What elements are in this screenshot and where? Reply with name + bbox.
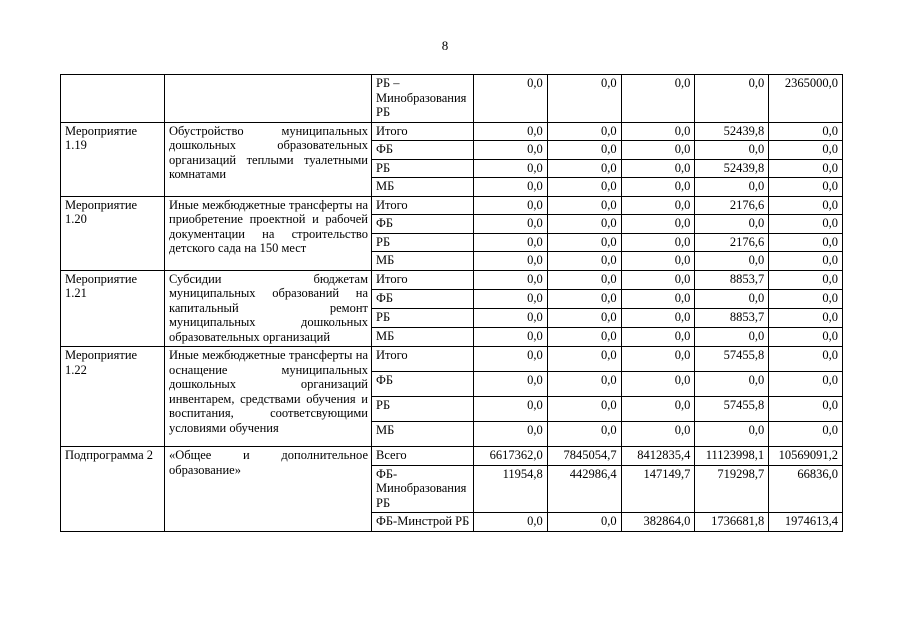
value-cell: 0,0 <box>621 159 695 178</box>
value-cell: 0,0 <box>695 289 769 308</box>
value-cell: 0,0 <box>474 372 548 397</box>
value-cell: 0,0 <box>769 270 843 289</box>
value-cell: 0,0 <box>547 178 621 197</box>
value-cell: 10569091,2 <box>769 447 843 466</box>
value-cell: 0,0 <box>547 75 621 123</box>
value-cell: 0,0 <box>695 178 769 197</box>
value-cell: 1974613,4 <box>769 513 843 532</box>
value-cell: 0,0 <box>547 141 621 160</box>
activity-description-cell: Обустройство муниципальных дошкольных образовательных организаций теплыми туалетными комнатами <box>165 122 372 196</box>
activity-name-cell <box>61 75 165 123</box>
value-cell: 11954,8 <box>474 465 548 513</box>
activity-description-cell <box>165 75 372 123</box>
value-cell: 0,0 <box>621 270 695 289</box>
value-cell: 0,0 <box>547 215 621 234</box>
value-cell: 0,0 <box>769 159 843 178</box>
value-cell: 0,0 <box>474 327 548 346</box>
value-cell: 57455,8 <box>695 397 769 422</box>
value-cell: 0,0 <box>769 178 843 197</box>
funding-source-cell: РБ <box>372 159 474 178</box>
value-cell: 52439,8 <box>695 159 769 178</box>
value-cell: 0,0 <box>547 233 621 252</box>
value-cell: 0,0 <box>547 270 621 289</box>
value-cell: 0,0 <box>474 178 548 197</box>
page-number: 8 <box>441 38 449 53</box>
value-cell: 8412835,4 <box>621 447 695 466</box>
value-cell: 0,0 <box>547 122 621 141</box>
value-cell: 147149,7 <box>621 465 695 513</box>
value-cell: 57455,8 <box>695 347 769 372</box>
funding-source-cell: МБ <box>372 178 474 197</box>
value-cell: 0,0 <box>695 75 769 123</box>
value-cell: 0,0 <box>474 233 548 252</box>
table-row <box>61 347 843 372</box>
value-cell: 7845054,7 <box>547 447 621 466</box>
value-cell: 0,0 <box>621 372 695 397</box>
value-cell: 0,0 <box>621 196 695 215</box>
value-cell: 0,0 <box>695 422 769 447</box>
value-cell: 0,0 <box>769 122 843 141</box>
value-cell: 2176,6 <box>695 196 769 215</box>
value-cell: 0,0 <box>769 308 843 327</box>
value-cell: 0,0 <box>769 141 843 160</box>
value-cell: 0,0 <box>547 513 621 532</box>
value-cell: 0,0 <box>621 215 695 234</box>
value-cell: 0,0 <box>474 75 548 123</box>
funding-source-cell: ФБ <box>372 372 474 397</box>
funding-source-cell: МБ <box>372 252 474 271</box>
value-cell: 0,0 <box>769 233 843 252</box>
value-cell: 0,0 <box>547 289 621 308</box>
funding-source-cell: ФБ <box>372 289 474 308</box>
value-cell: 0,0 <box>695 327 769 346</box>
value-cell: 0,0 <box>695 141 769 160</box>
funding-source-cell: РБ – Минобразования РБ <box>372 75 474 123</box>
value-cell: 0,0 <box>474 215 548 234</box>
value-cell: 719298,7 <box>695 465 769 513</box>
activity-name-cell: Мероприятие 1.21 <box>61 270 165 347</box>
value-cell: 0,0 <box>474 159 548 178</box>
value-cell: 0,0 <box>474 513 548 532</box>
activity-description-cell: Субсидии бюджетам муниципальных образований на капитальный ремонт муниципальных дошкольных образовательных организаций <box>165 270 372 347</box>
table-row <box>61 447 843 466</box>
funding-source-cell: ФБ-Минстрой РБ <box>372 513 474 532</box>
table-row <box>61 122 843 141</box>
table-row <box>61 75 843 123</box>
value-cell: 0,0 <box>474 347 548 372</box>
value-cell: 0,0 <box>547 252 621 271</box>
value-cell: 0,0 <box>621 75 695 123</box>
funding-source-cell: РБ <box>372 308 474 327</box>
value-cell: 442986,4 <box>547 465 621 513</box>
value-cell: 0,0 <box>695 372 769 397</box>
activity-name-cell: Мероприятие 1.20 <box>61 196 165 270</box>
value-cell: 0,0 <box>474 270 548 289</box>
value-cell: 66836,0 <box>769 465 843 513</box>
value-cell: 0,0 <box>474 289 548 308</box>
value-cell: 0,0 <box>769 289 843 308</box>
value-cell: 1736681,8 <box>695 513 769 532</box>
value-cell: 0,0 <box>474 308 548 327</box>
funding-source-cell: МБ <box>372 327 474 346</box>
activity-name-cell: Подпрограмма 2 <box>61 447 165 532</box>
value-cell: 382864,0 <box>621 513 695 532</box>
value-cell: 0,0 <box>547 422 621 447</box>
value-cell: 0,0 <box>547 308 621 327</box>
value-cell: 0,0 <box>621 233 695 252</box>
value-cell: 8853,7 <box>695 270 769 289</box>
value-cell: 0,0 <box>769 252 843 271</box>
funding-source-cell: Итого <box>372 122 474 141</box>
value-cell: 0,0 <box>621 141 695 160</box>
budget-table <box>60 74 843 532</box>
funding-source-cell: Итого <box>372 347 474 372</box>
value-cell: 0,0 <box>547 397 621 422</box>
funding-source-cell: РБ <box>372 397 474 422</box>
funding-source-cell: ФБ <box>372 141 474 160</box>
value-cell: 0,0 <box>474 397 548 422</box>
activity-name-cell: Мероприятие 1.19 <box>61 122 165 196</box>
value-cell: 0,0 <box>547 372 621 397</box>
activity-name-cell: Мероприятие 1.22 <box>61 347 165 447</box>
value-cell: 0,0 <box>621 347 695 372</box>
value-cell: 0,0 <box>621 252 695 271</box>
value-cell: 0,0 <box>621 327 695 346</box>
value-cell: 0,0 <box>621 178 695 197</box>
value-cell: 0,0 <box>769 327 843 346</box>
value-cell: 0,0 <box>547 327 621 346</box>
value-cell: 0,0 <box>474 122 548 141</box>
value-cell: 0,0 <box>769 372 843 397</box>
activity-description-cell: «Общее и дополнительное образование» <box>165 447 372 532</box>
value-cell: 6617362,0 <box>474 447 548 466</box>
value-cell: 0,0 <box>621 308 695 327</box>
value-cell: 0,0 <box>769 422 843 447</box>
value-cell: 0,0 <box>547 347 621 372</box>
value-cell: 0,0 <box>547 159 621 178</box>
value-cell: 0,0 <box>695 215 769 234</box>
funding-source-cell: РБ <box>372 233 474 252</box>
funding-source-cell: Всего <box>372 447 474 466</box>
table-row <box>61 196 843 215</box>
value-cell: 2365000,0 <box>769 75 843 123</box>
funding-source-cell: ФБ-Минобразования РБ <box>372 465 474 513</box>
value-cell: 0,0 <box>547 196 621 215</box>
funding-source-cell: Итого <box>372 196 474 215</box>
value-cell: 0,0 <box>621 422 695 447</box>
value-cell: 0,0 <box>474 252 548 271</box>
value-cell: 2176,6 <box>695 233 769 252</box>
value-cell: 0,0 <box>769 196 843 215</box>
value-cell: 52439,8 <box>695 122 769 141</box>
table-row <box>61 270 843 289</box>
value-cell: 0,0 <box>621 122 695 141</box>
activity-description-cell: Иные межбюджетные трансферты на оснащение муниципальных дошкольных организаций инвентарем, средствами обучения и воспитания, соответсвующими условиями обучения <box>165 347 372 447</box>
funding-source-cell: ФБ <box>372 215 474 234</box>
value-cell: 0,0 <box>474 196 548 215</box>
value-cell: 0,0 <box>769 347 843 372</box>
value-cell: 0,0 <box>621 397 695 422</box>
value-cell: 0,0 <box>695 252 769 271</box>
activity-description-cell: Иные межбюджетные трансферты на приобретение проектной и рабочей документации на строительство детского сада на 150 мест <box>165 196 372 270</box>
value-cell: 0,0 <box>474 422 548 447</box>
value-cell: 0,0 <box>769 215 843 234</box>
value-cell: 0,0 <box>769 397 843 422</box>
value-cell: 8853,7 <box>695 308 769 327</box>
funding-source-cell: Итого <box>372 270 474 289</box>
funding-source-cell: МБ <box>372 422 474 447</box>
value-cell: 0,0 <box>621 289 695 308</box>
value-cell: 0,0 <box>474 141 548 160</box>
value-cell: 11123998,1 <box>695 447 769 466</box>
